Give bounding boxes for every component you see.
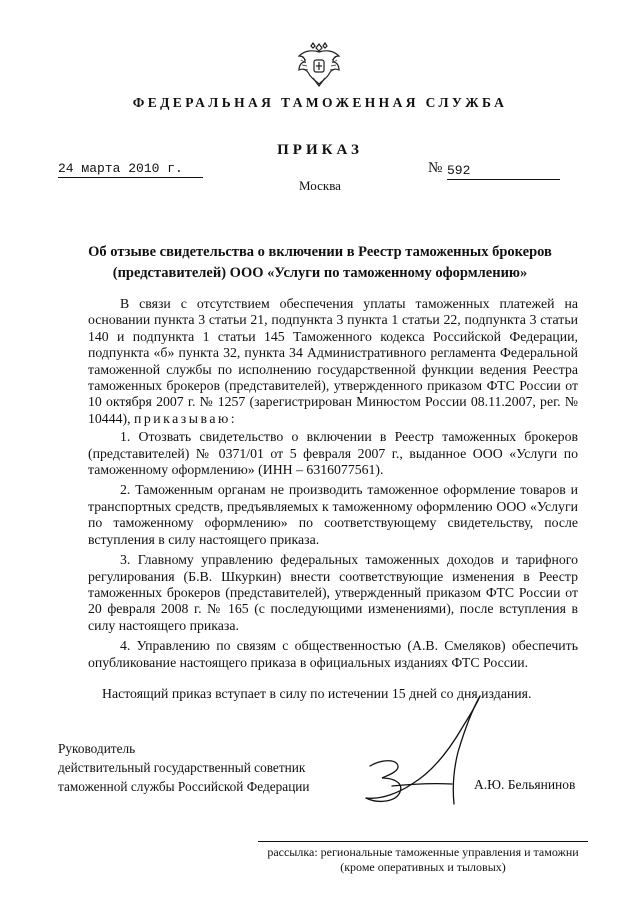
distribution-list <box>258 845 588 875</box>
coat-of-arms-icon <box>293 38 345 90</box>
document-city: Москва <box>299 178 341 193</box>
signer-position-line-2: действительный государственный советник <box>58 760 306 775</box>
signer-position <box>58 739 310 796</box>
signer-name: А.Ю. Бельянинов <box>474 777 576 792</box>
distribution-divider <box>258 841 588 842</box>
agency-name: ФЕДЕРАЛЬНАЯ ТАМОЖЕННАЯ СЛУЖБА <box>132 95 508 110</box>
effective-date-statement: Настоящий приказ вступает в силу по истечении 15 дней со дня издания. <box>102 686 532 701</box>
document-type: ПРИКАЗ <box>277 142 363 158</box>
handwritten-signature <box>352 688 492 818</box>
distribution-line-1: рассылка: региональные таможенные управления и таможни <box>267 845 579 859</box>
preamble-text: В связи с отсутствием обеспечения уплаты таможенных платежей на основании пункта 3 статьи 21, подпункта 3 пункта 1 статьи 22, подпункта 3 статьи 140 и подпункта 1 статьи 145 Таможенного кодекса Российской Федерации, подпункта «б» пункта 32, пункта 34 Административного регламента Федеральной таможенной службы по исполнению государственной функции ведения Реестра таможенных брокеров (представителей), утвержденного приказом ФТС России от 10 октября 2007 г. № 1257 (зарегистрирован Минюстом России 08.11.2007, рег. № 10444), <box>88 296 578 426</box>
distribution-line-2: (кроме оперативных и тыловых) <box>340 860 506 874</box>
document-body <box>88 296 578 675</box>
order-item-2: 2. Таможенным органам не производить таможенное оформление товаров и транспортных средств, предъявляемых к таможенному оформлению ООО «Услуги по таможенному оформлению» по соответствующему свидетельству, после вступления в силу настоящего приказа. <box>88 482 578 547</box>
number-sign: № <box>428 160 443 176</box>
preamble-paragraph <box>88 296 578 427</box>
order-item-4: 4. Управлению по связям с общественностью (А.В. Смеляков) обеспечить опубликование настоящего приказа в официальных изданиях ФТС России. <box>88 638 578 670</box>
signer-position-line-3: таможенной службы Российской Федерации <box>58 779 310 794</box>
document-date: 24 марта 2010 г. <box>58 161 203 178</box>
document-subject: Об отзыве свидетельства о включении в Реестр таможенных брокеров (представителей) ООО «Услуги по таможенному оформлению» <box>88 244 552 281</box>
command-word: приказываю: <box>134 410 238 426</box>
order-item-3: 3. Главному управлению федеральных таможенных доходов и тарифного регулирования (Б.В. Шкуркин) внести соответствующие изменения в Реестр таможенных брокеров (представителей), утвержденный приказом ФТС России от 20 февраля 2008 г. № 165 (с последующими изменениями), после вступления в силу настоящего приказа. <box>88 552 578 633</box>
order-item-1: 1. Отозвать свидетельство о включении в Реестр таможенных брокеров (представителей) № 0371/01 от 5 февраля 2007 г., выданное ООО «Услуги по таможенному оформлению» (ИНН – 6316077561). <box>88 429 578 478</box>
signer-position-line-1: Руководитель <box>58 741 136 756</box>
document-number: 592 <box>447 163 560 180</box>
